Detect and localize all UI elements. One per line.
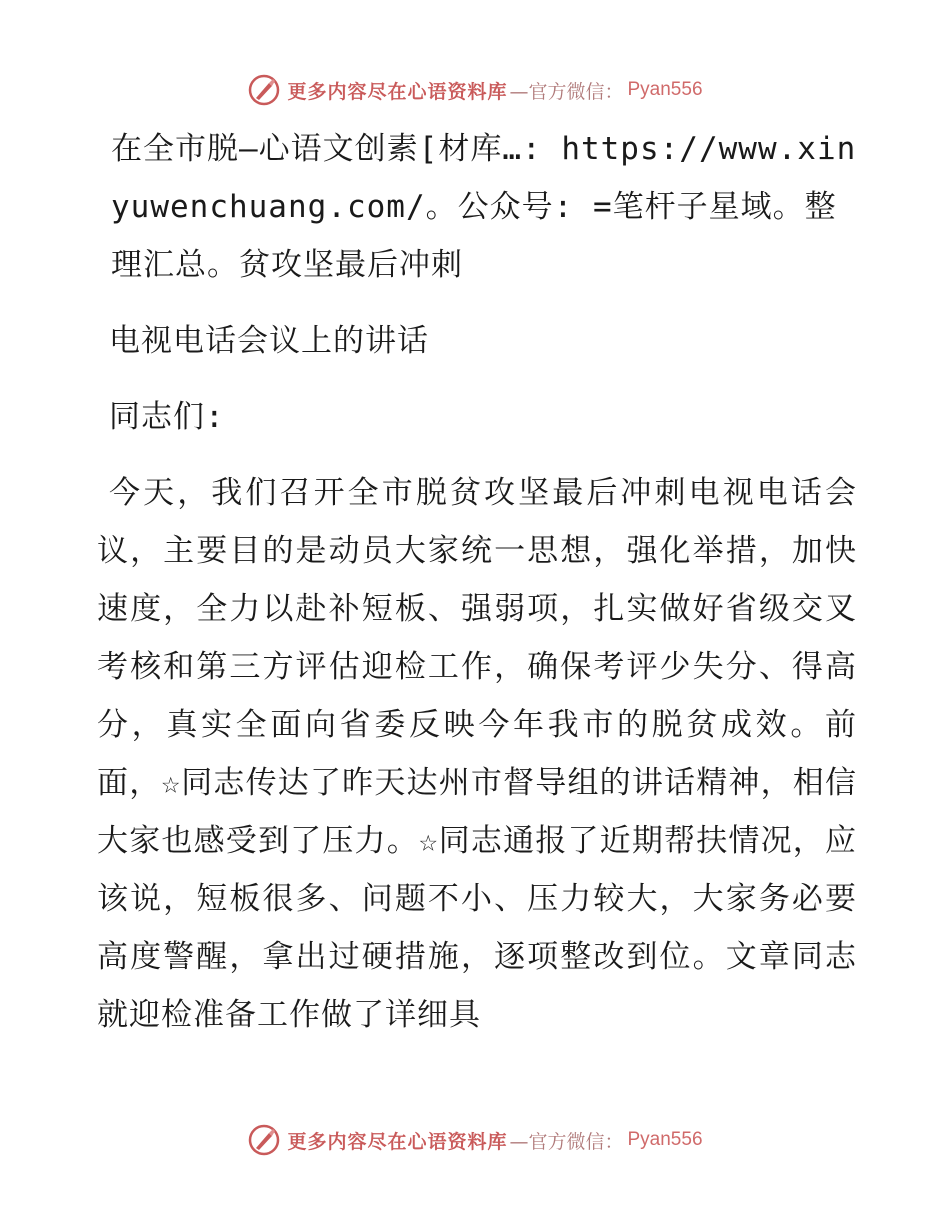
watermark-id-text: Pyan556 — [627, 79, 703, 100]
body-paragraph: 今天，我们召开全市脱贫攻坚最后冲刺电视电话会议，主要目的是动员大家统一思想，强化举措，加快速度，全力以赴补短板、强弱项，扎实做好省级交叉考核和第三方评估迎检工作，确保考评少失分、得高分，真实全面向省委反映今年我市的脱贫成效。前面，☆同志传达了昨天达州市督导组的讲话精神，相信大家也感受到了压力。☆同志通报了近期帮扶情况，应该说，短板很多、问题不小、压力较大，大家务必要高度警醒，拿出过硬措施，逐项整改到位。文章同志就迎检准备工作做了详细具 — [97, 475, 857, 1033]
document-title-line1: 在全市脱—心语文创素[材库…: https://www.xinyuwenchuang.com/。公众号: =笔杆子星域。整理汇总。贫攻坚最后冲刺 — [111, 131, 857, 283]
brush-logo-icon — [247, 1123, 281, 1157]
watermark-footer — [0, 1120, 950, 1160]
brush-logo-icon — [247, 73, 281, 107]
document-title-line2: 电视电话会议上的讲话 — [109, 323, 429, 359]
salutation: 同志们: — [109, 399, 225, 435]
document-body — [97, 120, 857, 1044]
watermark-header — [0, 70, 950, 110]
watermark-sub-text: —官方微信： — [509, 1130, 624, 1153]
watermark-main-text: 更多内容尽在心语资料库 — [287, 80, 508, 103]
watermark-main-text: 更多内容尽在心语资料库 — [287, 1130, 508, 1153]
watermark-sub-text: —官方微信： — [509, 80, 624, 103]
watermark-id-text: Pyan556 — [627, 1129, 703, 1150]
